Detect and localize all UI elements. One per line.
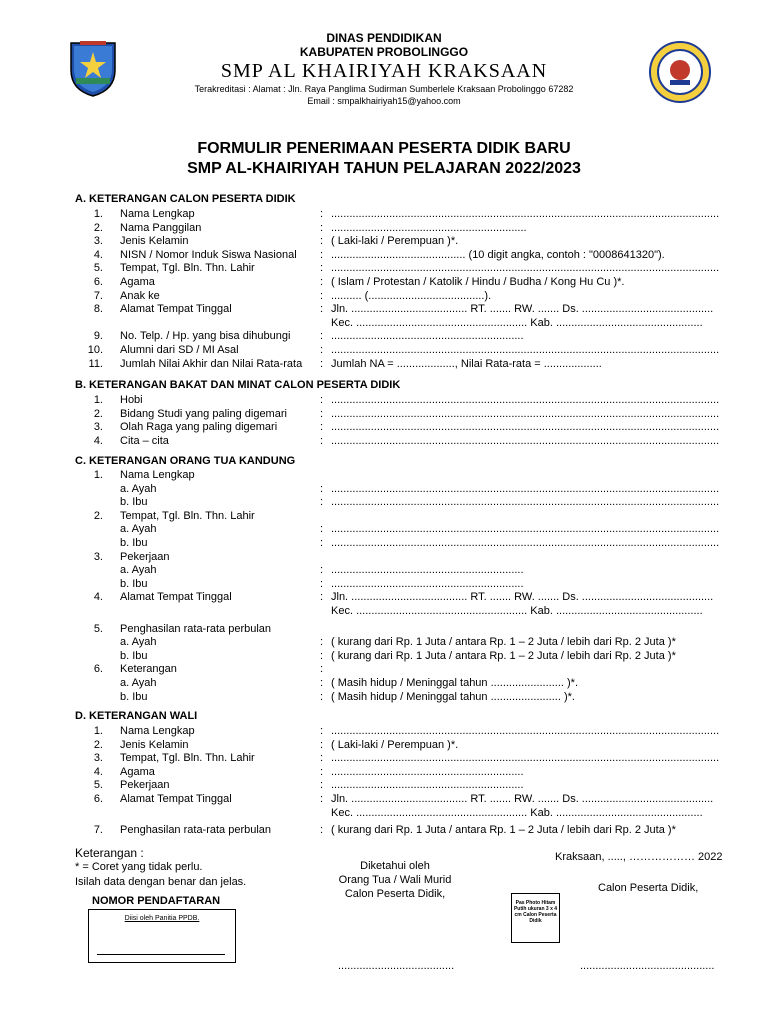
row-label: Nama Lengkap bbox=[120, 208, 195, 220]
row-label: a. Ayah bbox=[120, 636, 157, 649]
form-row bbox=[75, 394, 755, 408]
form-row bbox=[75, 578, 755, 592]
row-label: b. Ibu bbox=[120, 537, 148, 549]
form-row bbox=[75, 650, 755, 664]
row-colon: : bbox=[320, 434, 324, 447]
row-colon: : bbox=[320, 591, 324, 604]
row-number: 2. bbox=[93, 221, 103, 234]
row-colon: : bbox=[320, 303, 324, 316]
row-value[interactable]: Kec. ........................................................ Kab. ................................................ bbox=[331, 806, 703, 819]
section-c-heading: C. KETERANGAN ORANG TUA KANDUNG bbox=[75, 455, 296, 467]
row-label: Cita – cita bbox=[120, 434, 169, 447]
row-value[interactable]: ( Masih hidup / Meninggal tahun ....................... )*. bbox=[331, 690, 575, 703]
row-colon: : bbox=[320, 496, 324, 509]
note-isilah: Isilah data dengan benar dan jelas. bbox=[75, 876, 247, 888]
row-value[interactable]: ............................................................... bbox=[331, 577, 524, 590]
row-number: 3. bbox=[93, 235, 103, 248]
row-number: 3. bbox=[93, 550, 103, 563]
row-value[interactable]: Jln. ...................................... RT. ....... RW. ....... Ds. ........................................... bbox=[331, 591, 714, 604]
diisi-panitia-note: Diisi oleh Panitia PPDB. bbox=[124, 915, 200, 922]
row-label: No. Telp. / Hp. yang bisa dihubungi bbox=[120, 330, 291, 343]
row-number: 8. bbox=[93, 303, 103, 316]
row-colon: : bbox=[320, 344, 324, 356]
place-date: Kraksaan, ....., ……………… 2022 bbox=[555, 851, 723, 863]
form-row bbox=[75, 496, 755, 510]
row-colon: : bbox=[320, 235, 324, 248]
row-colon: : bbox=[320, 357, 324, 370]
row-label: a. Ayah bbox=[120, 523, 157, 536]
row-number: 11. bbox=[88, 357, 103, 370]
form-row bbox=[75, 605, 755, 619]
row-value[interactable]: ............................................................................................................................... bbox=[331, 537, 720, 549]
row-value[interactable]: ............................................................................................................................... bbox=[331, 434, 720, 447]
row-number: 1. bbox=[93, 208, 103, 220]
row-colon: : bbox=[320, 690, 324, 703]
registration-number-line bbox=[97, 954, 225, 955]
parent-signature-line[interactable]: ...................................... bbox=[338, 960, 455, 972]
row-label: a. Ayah bbox=[120, 482, 157, 495]
row-label: b. Ibu bbox=[120, 577, 148, 590]
section-b-heading: B. KETERANGAN BAKAT DAN MINAT CALON PESERTA DIDIK bbox=[75, 379, 401, 391]
form-row bbox=[75, 523, 755, 537]
row-number: 6. bbox=[93, 276, 103, 288]
form-row bbox=[75, 824, 755, 838]
row-label: Alamat Tempat Tinggal bbox=[120, 303, 232, 316]
row-label: Penghasilan rata-rata perbulan bbox=[120, 824, 272, 837]
row-value[interactable]: ( Masih hidup / Meninggal tahun ........................ )*. bbox=[331, 677, 579, 689]
form-row bbox=[75, 677, 755, 691]
row-label: b. Ibu bbox=[120, 649, 148, 662]
form-row bbox=[75, 766, 755, 780]
form-row bbox=[75, 317, 755, 331]
row-colon: : bbox=[320, 330, 324, 343]
row-colon: : bbox=[320, 407, 324, 420]
row-value[interactable]: ............................................................... bbox=[331, 330, 524, 343]
school-email: Email : smpalkhairiyah15@yahoo.com bbox=[307, 96, 461, 106]
form-row bbox=[75, 739, 755, 753]
form-title-2: SMP AL-KHAIRIYAH TAHUN PELAJARAN 2022/2023 bbox=[187, 160, 581, 177]
row-value[interactable]: Jln. ...................................... RT. ....... RW. ....... Ds. ........................................... bbox=[331, 793, 714, 805]
row-number: 1. bbox=[93, 469, 103, 481]
row-label: Nama Lengkap bbox=[120, 469, 195, 481]
form-row bbox=[75, 623, 755, 637]
row-label: Hobi bbox=[120, 394, 143, 406]
row-value[interactable]: ................................................................ bbox=[331, 221, 527, 234]
row-value[interactable]: ............................................................................................................................... bbox=[331, 407, 720, 420]
row-label: Bidang Studi yang paling digemari bbox=[120, 407, 287, 420]
row-value[interactable]: ( Islam / Protestan / Katolik / Hindu / Budha / Kong Hu Cu )*. bbox=[331, 276, 625, 288]
row-value[interactable]: ............................................................................................................................... bbox=[331, 262, 720, 275]
row-colon: : bbox=[320, 725, 324, 737]
row-colon: : bbox=[320, 636, 324, 649]
row-value[interactable]: ............................................................................................................................... bbox=[331, 523, 720, 536]
form-row bbox=[75, 752, 755, 766]
nomor-pendaftaran-label: NOMOR PENDAFTARAN bbox=[92, 895, 221, 907]
form-row bbox=[75, 663, 755, 677]
row-value[interactable]: ............................................................................................................................... bbox=[331, 344, 720, 356]
row-colon: : bbox=[320, 276, 324, 288]
row-label: Tempat, Tgl. Bln. Thn. Lahir bbox=[120, 509, 255, 522]
row-label: Nama Panggilan bbox=[120, 221, 202, 234]
row-value[interactable]: ............................................................................................................................... bbox=[331, 725, 720, 737]
row-colon: : bbox=[320, 482, 324, 495]
school-name: SMP AL KHAIRIYAH KRAKSAAN bbox=[220, 60, 548, 82]
row-label: Jumlah Nilai Akhir dan Nilai Rata-rata bbox=[120, 357, 303, 370]
row-number: 4. bbox=[93, 591, 103, 604]
diketahui-line2: Orang Tua / Wali Murid bbox=[338, 874, 452, 886]
row-colon: : bbox=[320, 394, 324, 406]
row-colon: : bbox=[320, 649, 324, 662]
student-signature-line[interactable]: ............................................ bbox=[580, 960, 715, 972]
row-number: 6. bbox=[93, 663, 103, 676]
row-colon: : bbox=[320, 577, 324, 590]
row-colon: : bbox=[320, 564, 324, 577]
row-number: 3. bbox=[93, 752, 103, 765]
form-row bbox=[75, 469, 755, 483]
diketahui-line3: Calon Peserta Didik, bbox=[344, 888, 446, 900]
row-number: 5. bbox=[93, 262, 103, 275]
row-value[interactable]: ( Laki-laki / Perempuan )*. bbox=[331, 738, 459, 751]
row-colon: : bbox=[320, 824, 324, 837]
row-label: Nama Lengkap bbox=[120, 725, 195, 737]
form-row bbox=[75, 435, 755, 449]
row-value[interactable]: ............................................................................................................................... bbox=[331, 208, 720, 220]
row-number: 7. bbox=[93, 824, 103, 837]
row-number: 2. bbox=[93, 738, 103, 751]
row-value[interactable]: ( kurang dari Rp. 1 Juta / antara Rp. 1 – 2 Juta / lebih dari Rp. 2 Juta )* bbox=[331, 649, 676, 662]
form-row bbox=[75, 290, 755, 304]
row-colon: : bbox=[320, 677, 324, 689]
row-label: Tempat, Tgl. Bln. Thn. Lahir bbox=[120, 752, 255, 765]
row-number: 5. bbox=[93, 779, 103, 792]
form-row bbox=[75, 725, 755, 739]
form-row bbox=[75, 483, 755, 497]
row-colon: : bbox=[320, 765, 324, 778]
form-row bbox=[75, 807, 755, 821]
form-row bbox=[75, 222, 755, 236]
row-label: Jenis Kelamin bbox=[120, 235, 189, 248]
row-colon: : bbox=[320, 421, 324, 434]
row-value[interactable]: ............................................................................................................................... bbox=[331, 752, 720, 765]
form-row bbox=[75, 537, 755, 551]
row-number: 4. bbox=[93, 434, 103, 447]
row-colon: : bbox=[320, 523, 324, 536]
row-label: Tempat, Tgl. Bln. Thn. Lahir bbox=[120, 262, 255, 275]
row-number: 2. bbox=[93, 509, 103, 522]
form-row bbox=[75, 510, 755, 524]
row-colon: : bbox=[320, 537, 324, 549]
row-label: Jenis Kelamin bbox=[120, 738, 189, 751]
row-value[interactable]: Kec. ........................................................ Kab. ................................................ bbox=[331, 605, 703, 617]
section-d-heading: D. KETERANGAN WALI bbox=[75, 710, 198, 722]
row-label: b. Ibu bbox=[120, 496, 148, 509]
row-label: Pekerjaan bbox=[120, 779, 170, 792]
form-row bbox=[75, 793, 755, 807]
row-value[interactable]: ............................................................................................................................... bbox=[331, 482, 720, 495]
form-row bbox=[75, 249, 755, 263]
header-line1: DINAS PENDIDIKAN bbox=[326, 31, 442, 45]
row-number: 1. bbox=[93, 394, 103, 406]
header-line2: KABUPATEN PROBOLINGGO bbox=[299, 45, 469, 59]
form-row bbox=[75, 636, 755, 650]
row-value[interactable]: ( kurang dari Rp. 1 Juta / antara Rp. 1 – 2 Juta / lebih dari Rp. 2 Juta )* bbox=[331, 636, 676, 649]
calon-peserta-label: Calon Peserta Didik, bbox=[598, 882, 699, 894]
row-value[interactable]: ............................................................................................................................... bbox=[331, 394, 720, 406]
row-number: 6. bbox=[93, 793, 103, 805]
row-colon: : bbox=[320, 752, 324, 765]
form-row bbox=[75, 421, 755, 435]
nomor-pendaftaran-box[interactable] bbox=[88, 909, 236, 963]
row-label: Alumni dari SD / MI Asal bbox=[120, 344, 239, 356]
row-number: 7. bbox=[93, 289, 103, 302]
form-row bbox=[75, 691, 755, 705]
form-row bbox=[75, 330, 755, 344]
form-row bbox=[75, 344, 755, 358]
row-label: a. Ayah bbox=[120, 677, 157, 689]
row-colon: : bbox=[320, 262, 324, 275]
row-number: 4. bbox=[93, 765, 103, 778]
row-label: Olah Raga yang paling digemari bbox=[120, 421, 278, 434]
row-label: Penghasilan rata-rata perbulan bbox=[120, 622, 272, 635]
row-label: Keterangan bbox=[120, 663, 177, 676]
row-colon: : bbox=[320, 208, 324, 220]
row-number: 4. bbox=[93, 248, 103, 261]
row-colon: : bbox=[320, 779, 324, 792]
row-number: 1. bbox=[93, 725, 103, 737]
school-address: Terakreditasi : Alamat : Jln. Raya Panglima Sudirman Sumberlele Kraksaan Probolinggo 67282 bbox=[194, 84, 574, 94]
row-value[interactable]: ( Laki-laki / Perempuan )*. bbox=[331, 235, 459, 248]
row-label: Alamat Tempat Tinggal bbox=[120, 793, 232, 805]
keterangan-label: Keterangan : bbox=[75, 846, 144, 860]
form-row bbox=[75, 564, 755, 578]
photo-placeholder bbox=[511, 893, 560, 943]
row-value[interactable]: Kec. ........................................................ Kab. ................................................ bbox=[331, 316, 703, 329]
row-value[interactable]: Jumlah NA = ..................., Nilai Rata-rata = ................... bbox=[331, 357, 602, 370]
row-colon: : bbox=[320, 663, 324, 676]
form-row bbox=[75, 551, 755, 565]
section-a-heading: A. KETERANGAN CALON PESERTA DIDIK bbox=[75, 193, 296, 205]
row-label: Agama bbox=[120, 765, 155, 778]
photo-caption: Pas Photo Hitam Putih ukuran 3 x 4 cm Calon Peserta Didik bbox=[513, 900, 558, 924]
form-row bbox=[75, 591, 755, 605]
row-colon: : bbox=[320, 793, 324, 805]
row-value[interactable]: ............................................................................................................................... bbox=[331, 421, 720, 434]
diketahui-line1: Diketahui oleh bbox=[360, 860, 430, 872]
row-label: NISN / Nomor Induk Siswa Nasional bbox=[120, 248, 297, 261]
form-row bbox=[75, 779, 755, 793]
row-colon: : bbox=[320, 221, 324, 234]
row-value[interactable]: ............................................................... bbox=[331, 564, 524, 577]
row-colon: : bbox=[320, 248, 324, 261]
row-number: 3. bbox=[93, 421, 103, 434]
row-label: b. Ibu bbox=[120, 690, 148, 703]
row-value[interactable]: ............................................................................................................................... bbox=[331, 496, 720, 509]
form-row bbox=[75, 262, 755, 276]
form-row bbox=[75, 358, 755, 372]
row-number: 5. bbox=[93, 622, 103, 635]
row-label: Anak ke bbox=[120, 289, 160, 302]
row-value[interactable]: Jln. ...................................... RT. ....... RW. ....... Ds. ........................................... bbox=[331, 303, 714, 316]
row-label: Alamat Tempat Tinggal bbox=[120, 591, 232, 604]
row-label: Pekerjaan bbox=[120, 550, 170, 563]
row-value[interactable]: ............................................ (10 digit angka, contoh : "0008641320"). bbox=[331, 248, 665, 261]
form-row bbox=[75, 208, 755, 222]
row-value[interactable]: .......... (......................................). bbox=[331, 289, 492, 302]
form-row bbox=[75, 235, 755, 249]
row-colon: : bbox=[320, 738, 324, 751]
row-value[interactable]: ( kurang dari Rp. 1 Juta / antara Rp. 1 – 2 Juta / lebih dari Rp. 2 Juta )* bbox=[331, 824, 676, 837]
form-row bbox=[75, 276, 755, 290]
row-value[interactable]: ............................................................... bbox=[331, 765, 524, 778]
row-label: Agama bbox=[120, 276, 155, 288]
note-coret: * = Coret yang tidak perlu. bbox=[75, 861, 203, 873]
row-label: a. Ayah bbox=[120, 564, 157, 577]
form-title-1: FORMULIR PENERIMAAN PESERTA DIDIK BARU bbox=[197, 140, 571, 157]
row-number: 10. bbox=[87, 344, 103, 356]
row-number: 9. bbox=[93, 330, 103, 343]
row-colon: : bbox=[320, 289, 324, 302]
row-value[interactable]: ............................................................... bbox=[331, 779, 524, 792]
row-number: 2. bbox=[93, 407, 103, 420]
form-row bbox=[75, 303, 755, 317]
form-row bbox=[75, 408, 755, 422]
